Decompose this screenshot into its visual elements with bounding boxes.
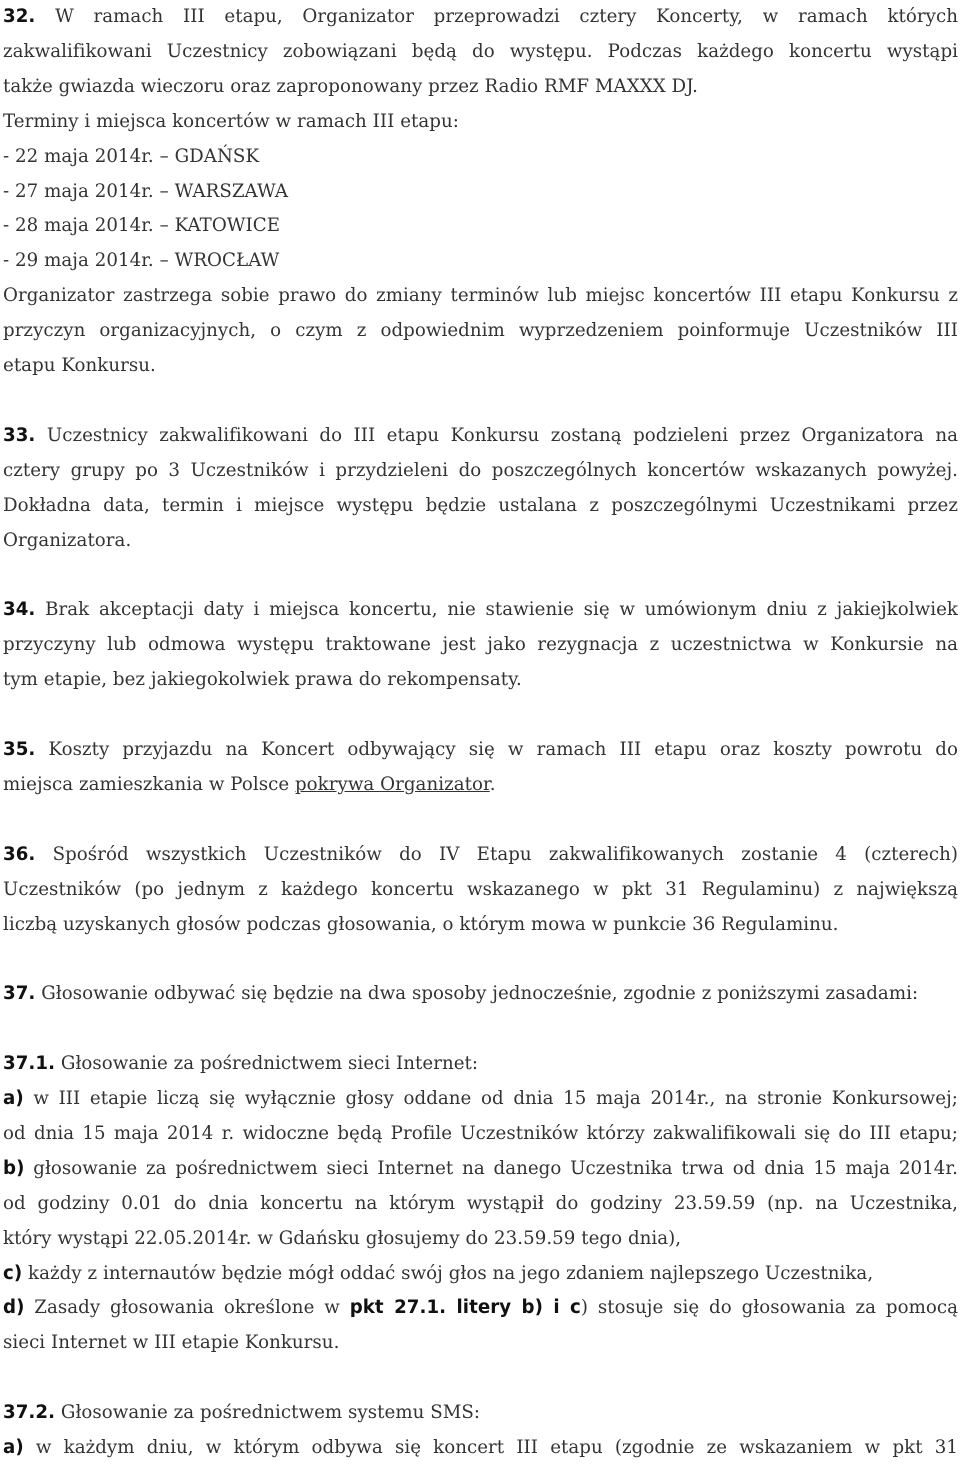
terms-heading: Terminy i miejsca koncertów w ramach III etapu: xyxy=(3,110,459,132)
paragraph-number: 32. xyxy=(3,6,36,27)
concert-date-wroclaw: - 29 maja 2014r. – WROCŁAW xyxy=(3,250,280,272)
paragraph-36: 36. Spośród wszystkich Uczestników do IV Etapu zakwalifikowanych zostanie 4 (czterech) Uczestników (po jednym z każdego koncertu wskazanego w pkt 31 Regulaminu) z największą liczbą uzyskanych głosów podczas głosowania, o którym mowa w punkcie 36 Regulaminu. xyxy=(3,843,958,935)
paragraph-number: 35. xyxy=(3,738,36,760)
paragraph-number: 37. xyxy=(3,983,36,1005)
concert-date-gdansk: - 22 maja 2014r. – GDAŃSK xyxy=(3,145,260,167)
paragraph-number: 36. xyxy=(3,843,36,865)
list-item-d: d) Zasady głosowania określone w pkt 27.1. litery b) i c) stosuje się do głosowania za pomocą xyxy=(3,1297,958,1319)
paragraph-32: 32. W ramach III etapu, Organizator przeprowadzi cztery Koncerty, w ramach których zakwalifikowani Uczestnicy zobowiązani będą do występu. Podczas każdego koncertu wystąpi także gwiazda wieczoru oraz zaproponowany przez Radio RMF MAXXX DJ. Terminy i miejsca koncertów w ramach III etapu: - 22 maja 2014r. – GDAŃSK - 27 maja 2014r. – WARSZAWA - 28 maja 2014r. – KATOWICE - 29 maja 2014r. – WROCŁAW Organizator zastrzega sobie prawo do zmiany terminów lub miejsc koncertów III etapu Konkursu z przyczyn organizacyjnych, o czym z odpowiednim wyprzedzeniem poinformuje Uczestników III etapu Konkursu. xyxy=(3,6,958,377)
list-item-c: c) każdy z internautów będzie mógł oddać swój głos na jego zdaniem najlepszego Uczestnika, xyxy=(3,1262,874,1284)
paragraph-number: 33. xyxy=(3,424,36,446)
paragraph-37: 37. Głosowanie odbywać się będzie na dwa sposoby jednocześnie, zgodnie z poniższymi zasadami: xyxy=(3,983,919,1005)
paragraph-number: 37.2. xyxy=(3,1402,56,1424)
concert-date-katowice: - 28 maja 2014r. – KATOWICE xyxy=(3,215,281,237)
paragraph-33: 33. Uczestnicy zakwalifikowani do III etapu Konkursu zostaną podzieleni przez Organizatora na cztery grupy po 3 Uczestników i przydzieleni do poszczególnych koncertów wskazanych powyżej. Dokładna data, termin i miejsce występu będzie ustalana z poszczególnymi Uczestnikami przez Organizatora. xyxy=(3,424,958,551)
paragraph-number: 37.1. xyxy=(3,1053,56,1075)
list-item-a: a) w III etapie liczą się wyłącznie głosy oddane od dnia 15 maja 2014r., na stronie Konkursowej; xyxy=(3,1088,958,1109)
paragraph-35: 35. Koszty przyjazdu na Koncert odbywający się w ramach III etapu oraz koszty powrotu do miejsca zamieszkania w Polsce pokrywa Organizator. xyxy=(3,738,958,795)
underlined-text: pokrywa Organizator xyxy=(294,773,490,795)
paragraph-37-2: 37.2. Głosowanie za pośrednictwem systemu SMS: a) w każdym dniu, w którym odbywa się koncert III etapu (zgodnie ze wskazaniem w pkt 31 xyxy=(3,1396,958,1466)
paragraph-37-1: 37.1. Głosowanie za pośrednictwem sieci Internet: a) w III etapie liczą się wyłącznie głosy oddane od dnia 15 maja 2014r., na stronie Konkursowej; od dnia 15 maja 2014 r. widoczne będą Profile Uczestników którzy zakwalifikowali się do III etapu; b) głosowanie za pośrednictwem sieci Internet na danego Uczestnika trwa od dnia 15 maja 2014r. od godziny 0.01 do dnia koncertu na którym wystąpił do godziny 23.59.59 (np. na Uczestnika, który wystąpi 22.05.2014r. w Gdańsku głosujemy do 23.59.59 tego dnia), c) każdy z internautów będzie mógł oddać swój głos na jego zdaniem najlepszego Uczestnika, d) Zasady głosowania określone w pkt 27.1. litery b) i c) stosuje się do głosowania za pomocą sieci Internet w III etapie Konkursu. xyxy=(3,1053,958,1354)
list-item-b: b) głosowanie za pośrednictwem sieci Internet na danego Uczestnika trwa od dnia 15 maja 2014r. xyxy=(3,1157,958,1179)
paragraph-34: 34. Brak akceptacji daty i miejsca koncertu, nie stawienie się w umówionym dniu z jakiejkolwiek przyczyny lub odmowa występu traktowane jest jako rezygnacja z uczestnictwa w Konkursie na tym etapie, bez jakiegokolwiek prawa do rekompensaty. xyxy=(3,599,958,691)
concert-date-warszawa: - 27 maja 2014r. – WARSZAWA xyxy=(3,180,289,202)
list-item-a: a) w każdym dniu, w którym odbywa się koncert III etapu (zgodnie ze wskazaniem w pkt 31 xyxy=(3,1437,958,1459)
paragraph-number: 34. xyxy=(3,599,36,621)
